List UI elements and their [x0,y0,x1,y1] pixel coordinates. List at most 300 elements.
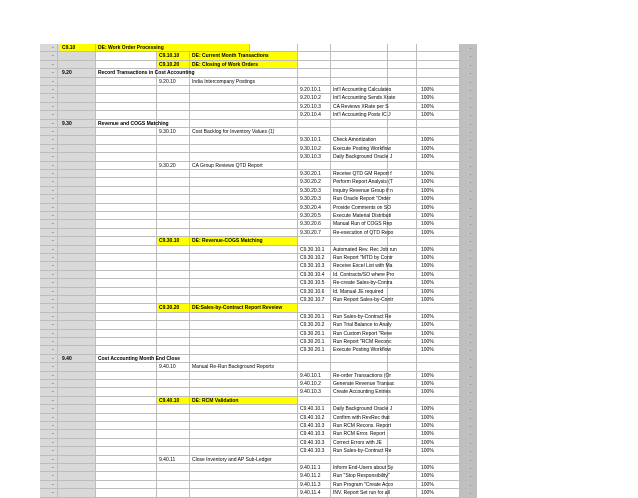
level2-title-cell[interactable] [190,313,298,321]
level3-title-cell[interactable] [331,405,388,413]
level1-code-cell[interactable] [58,52,96,60]
status-cell[interactable] [460,304,477,312]
row-index-cell[interactable] [40,187,58,195]
status-cell[interactable] [460,229,477,237]
level3-code-cell[interactable] [298,153,331,161]
level2-title-cell[interactable] [190,380,298,388]
row-index-cell[interactable] [40,338,58,346]
status-cell[interactable] [460,355,477,363]
level2-code-cell[interactable] [157,187,190,195]
percent-cell[interactable] [417,61,460,69]
percent-cell[interactable] [417,321,460,329]
level2-code-cell[interactable] [157,94,190,102]
level2-code-cell[interactable] [157,346,190,354]
level3-title-cell[interactable] [331,78,388,86]
level3-title-overflow-cell[interactable] [388,162,417,170]
level1-code-cell[interactable] [58,296,96,304]
status-cell[interactable] [460,178,477,186]
percent-cell[interactable] [417,288,460,296]
level3-title-cell[interactable] [331,162,388,170]
percent-cell[interactable] [417,430,460,438]
row-index-cell[interactable] [40,296,58,304]
level2-title-cell[interactable] [190,111,298,119]
level1-code-cell[interactable] [58,111,96,119]
percent-cell[interactable] [417,388,460,396]
level3-title-cell[interactable] [331,94,388,102]
level1-title-cell[interactable] [96,254,157,262]
status-cell[interactable] [460,162,477,170]
level3-title-overflow-cell[interactable] [388,271,417,279]
level3-code-cell[interactable] [298,86,331,94]
level3-title-overflow-cell[interactable] [388,380,417,388]
level2-title-cell[interactable] [190,430,298,438]
percent-cell[interactable] [417,170,460,178]
level2-code-cell[interactable] [157,414,190,422]
level2-title-cell[interactable] [190,145,298,153]
percent-cell[interactable] [417,447,460,455]
status-cell[interactable] [460,212,477,220]
level1-title-cell[interactable] [96,195,157,203]
level1-code-cell[interactable] [58,246,96,254]
level2-code-cell[interactable] [157,363,190,371]
level3-title-cell[interactable] [331,304,388,312]
level2-title-cell[interactable] [190,162,298,170]
row-index-cell[interactable] [40,246,58,254]
status-cell[interactable] [460,220,477,228]
row-index-cell[interactable] [40,262,58,270]
level3-code-cell[interactable] [298,204,331,212]
row-index-cell[interactable] [40,178,58,186]
level3-title-overflow-cell[interactable] [388,237,417,245]
level1-code-cell[interactable] [58,447,96,455]
level2-code-cell[interactable] [157,472,190,480]
level2-title-cell[interactable] [190,346,298,354]
level3-title-cell[interactable] [331,44,388,52]
percent-cell[interactable] [417,380,460,388]
status-cell[interactable] [460,86,477,94]
level1-title-cell[interactable] [96,481,157,489]
level3-code-cell[interactable] [298,187,331,195]
percent-cell[interactable] [417,103,460,111]
level3-title-overflow-cell[interactable] [388,313,417,321]
row-index-cell[interactable] [40,220,58,228]
level3-code-cell[interactable] [298,111,331,119]
level2-code-cell[interactable] [157,372,190,380]
percent-cell[interactable] [417,363,460,371]
level1-code-cell[interactable] [58,456,96,464]
row-index-cell[interactable] [40,86,58,94]
row-index-cell[interactable] [40,254,58,262]
row-index-cell[interactable] [40,229,58,237]
level3-title-cell[interactable] [331,195,388,203]
level2-code-cell[interactable] [157,61,190,69]
level1-code-cell[interactable] [58,321,96,329]
level2-code-cell[interactable] [157,304,190,312]
level2-title-cell[interactable] [190,61,298,69]
level3-title-overflow-cell[interactable] [388,472,417,480]
status-cell[interactable] [460,246,477,254]
level3-code-cell[interactable] [298,380,331,388]
level2-code-cell[interactable] [157,229,190,237]
percent-cell[interactable] [417,195,460,203]
row-index-cell[interactable] [40,103,58,111]
level3-title-cell[interactable] [331,86,388,94]
percent-cell[interactable] [417,330,460,338]
percent-cell[interactable] [417,397,460,405]
level3-code-cell[interactable] [298,94,331,102]
row-index-cell[interactable] [40,120,58,128]
level3-title-cell[interactable] [331,220,388,228]
level3-title-overflow-cell[interactable] [388,153,417,161]
level3-code-cell[interactable] [298,397,331,405]
status-cell[interactable] [460,136,477,144]
level3-code-cell[interactable] [298,405,331,413]
status-cell[interactable] [460,61,477,69]
row-index-cell[interactable] [40,388,58,396]
row-index-cell[interactable] [40,355,58,363]
percent-cell[interactable] [417,178,460,186]
level1-code-cell[interactable] [58,430,96,438]
level2-code-cell[interactable] [157,103,190,111]
level3-title-cell[interactable] [331,439,388,447]
percent-cell[interactable] [417,86,460,94]
row-index-cell[interactable] [40,313,58,321]
level3-title-cell[interactable] [331,380,388,388]
level3-title-overflow-cell[interactable] [388,136,417,144]
level1-title-cell[interactable] [96,262,157,270]
percent-cell[interactable] [417,220,460,228]
level3-title-overflow-cell[interactable] [388,187,417,195]
level3-title-cell[interactable] [331,136,388,144]
percent-cell[interactable] [417,69,460,77]
level1-title-cell[interactable] [96,397,157,405]
level1-title-cell[interactable] [96,162,157,170]
level3-title-overflow-cell[interactable] [388,246,417,254]
percent-cell[interactable] [417,346,460,354]
level3-title-cell[interactable] [331,464,388,472]
status-cell[interactable] [460,271,477,279]
level1-code-cell[interactable] [58,229,96,237]
level2-title-cell[interactable] [190,456,298,464]
level1-code-cell[interactable] [58,61,96,69]
percent-cell[interactable] [417,78,460,86]
percent-cell[interactable] [417,464,460,472]
level2-title-cell[interactable] [190,44,298,52]
level2-title-cell[interactable] [190,372,298,380]
level1-code-cell[interactable] [58,94,96,102]
level3-title-overflow-cell[interactable] [388,178,417,186]
level1-code-cell[interactable] [58,304,96,312]
level1-code-cell[interactable] [58,355,96,363]
status-cell[interactable] [460,397,477,405]
level2-code-cell[interactable] [157,120,190,128]
level1-title-cell[interactable] [96,120,157,128]
level1-title-cell[interactable] [96,78,157,86]
row-index-cell[interactable] [40,489,58,497]
level3-code-cell[interactable] [298,254,331,262]
percent-cell[interactable] [417,94,460,102]
level3-code-cell[interactable] [298,481,331,489]
level1-code-cell[interactable] [58,78,96,86]
percent-cell[interactable] [417,212,460,220]
status-cell[interactable] [460,52,477,60]
row-index-cell[interactable] [40,380,58,388]
status-cell[interactable] [460,78,477,86]
level1-title-cell[interactable] [96,355,157,363]
percent-cell[interactable] [417,111,460,119]
status-cell[interactable] [460,237,477,245]
level2-code-cell[interactable] [157,330,190,338]
status-cell[interactable] [460,296,477,304]
level3-title-overflow-cell[interactable] [388,94,417,102]
level1-code-cell[interactable] [58,481,96,489]
level3-title-cell[interactable] [331,313,388,321]
level3-title-overflow-cell[interactable] [388,44,417,52]
row-index-cell[interactable] [40,271,58,279]
percent-cell[interactable] [417,472,460,480]
level1-code-cell[interactable] [58,372,96,380]
level3-code-cell[interactable] [298,262,331,270]
level3-title-overflow-cell[interactable] [388,288,417,296]
status-cell[interactable] [460,153,477,161]
level1-title-cell[interactable] [96,296,157,304]
level3-title-cell[interactable] [331,414,388,422]
status-cell[interactable] [460,321,477,329]
level3-title-cell[interactable] [331,481,388,489]
level2-code-cell[interactable] [157,212,190,220]
level1-title-cell[interactable] [96,52,157,60]
level2-code-cell[interactable] [157,279,190,287]
percent-cell[interactable] [417,296,460,304]
status-cell[interactable] [460,170,477,178]
percent-cell[interactable] [417,422,460,430]
level3-title-overflow-cell[interactable] [388,355,417,363]
percent-cell[interactable] [417,187,460,195]
level3-code-cell[interactable] [298,52,331,60]
level1-title-cell[interactable] [96,61,157,69]
level3-title-overflow-cell[interactable] [388,279,417,287]
level3-title-cell[interactable] [331,103,388,111]
level1-title-cell[interactable] [96,388,157,396]
status-cell[interactable] [460,120,477,128]
level3-code-cell[interactable] [298,220,331,228]
level1-code-cell[interactable] [58,86,96,94]
level2-code-cell[interactable] [157,262,190,270]
level1-code-cell[interactable] [58,153,96,161]
row-index-cell[interactable] [40,170,58,178]
level3-title-overflow-cell[interactable] [388,120,417,128]
level1-title-cell[interactable] [96,69,157,77]
level3-code-cell[interactable] [298,439,331,447]
status-cell[interactable] [460,422,477,430]
level1-title-cell[interactable] [96,178,157,186]
level3-title-cell[interactable] [331,346,388,354]
level1-title-cell[interactable] [96,414,157,422]
row-index-cell[interactable] [40,346,58,354]
level3-title-overflow-cell[interactable] [388,86,417,94]
level2-code-cell[interactable] [157,111,190,119]
status-cell[interactable] [460,313,477,321]
level1-title-cell[interactable] [96,86,157,94]
percent-cell[interactable] [417,313,460,321]
percent-cell[interactable] [417,162,460,170]
level3-code-cell[interactable] [298,338,331,346]
level2-code-cell[interactable] [157,422,190,430]
row-index-cell[interactable] [40,78,58,86]
level3-code-cell[interactable] [298,69,331,77]
level3-title-overflow-cell[interactable] [388,61,417,69]
level3-title-cell[interactable] [331,489,388,497]
status-cell[interactable] [460,111,477,119]
level1-code-cell[interactable] [58,220,96,228]
percent-cell[interactable] [417,52,460,60]
level3-title-cell[interactable] [331,456,388,464]
level1-code-cell[interactable] [58,212,96,220]
level3-title-cell[interactable] [331,120,388,128]
level3-code-cell[interactable] [298,178,331,186]
level3-title-cell[interactable] [331,271,388,279]
level3-code-cell[interactable] [298,288,331,296]
level3-code-cell[interactable] [298,145,331,153]
level2-title-cell[interactable] [190,229,298,237]
level3-code-cell[interactable] [298,296,331,304]
level2-code-cell[interactable] [157,86,190,94]
level2-title-cell[interactable] [190,78,298,86]
level1-code-cell[interactable] [58,103,96,111]
level1-code-cell[interactable] [58,288,96,296]
level2-title-cell[interactable] [190,363,298,371]
level2-code-cell[interactable] [157,237,190,245]
level1-title-cell[interactable] [96,237,157,245]
row-index-cell[interactable] [40,363,58,371]
level3-title-overflow-cell[interactable] [388,321,417,329]
level2-code-cell[interactable] [157,254,190,262]
level3-title-overflow-cell[interactable] [388,430,417,438]
row-index-cell[interactable] [40,195,58,203]
level3-code-cell[interactable] [298,456,331,464]
level3-title-overflow-cell[interactable] [388,489,417,497]
level1-code-cell[interactable] [58,204,96,212]
row-index-cell[interactable] [40,481,58,489]
level2-title-cell[interactable] [190,489,298,497]
level2-code-cell[interactable] [157,456,190,464]
percent-cell[interactable] [417,254,460,262]
level2-title-cell[interactable] [190,422,298,430]
status-cell[interactable] [460,414,477,422]
level2-title-cell[interactable] [190,178,298,186]
percent-cell[interactable] [417,489,460,497]
row-index-cell[interactable] [40,414,58,422]
row-index-cell[interactable] [40,405,58,413]
percent-cell[interactable] [417,439,460,447]
level3-code-cell[interactable] [298,447,331,455]
level1-code-cell[interactable] [58,271,96,279]
level2-title-cell[interactable] [190,52,298,60]
level1-title-cell[interactable] [96,111,157,119]
percent-cell[interactable] [417,229,460,237]
level2-title-cell[interactable] [190,187,298,195]
level3-title-overflow-cell[interactable] [388,296,417,304]
level1-title-cell[interactable] [96,313,157,321]
level2-code-cell[interactable] [157,338,190,346]
level2-title-cell[interactable] [190,69,298,77]
level3-title-cell[interactable] [331,288,388,296]
row-index-cell[interactable] [40,52,58,60]
level3-title-cell[interactable] [331,237,388,245]
level2-title-cell[interactable] [190,170,298,178]
percent-cell[interactable] [417,246,460,254]
level3-code-cell[interactable] [298,279,331,287]
level3-code-cell[interactable] [298,388,331,396]
level3-title-overflow-cell[interactable] [388,212,417,220]
level2-title-cell[interactable] [190,271,298,279]
level3-title-overflow-cell[interactable] [388,388,417,396]
percent-cell[interactable] [417,456,460,464]
level1-code-cell[interactable] [58,69,96,77]
level3-title-cell[interactable] [331,128,388,136]
level3-title-overflow-cell[interactable] [388,447,417,455]
row-index-cell[interactable] [40,372,58,380]
row-index-cell[interactable] [40,430,58,438]
level1-code-cell[interactable] [58,178,96,186]
level1-title-cell[interactable] [96,204,157,212]
level2-title-cell[interactable] [190,472,298,480]
percent-cell[interactable] [417,338,460,346]
percent-cell[interactable] [417,405,460,413]
level1-code-cell[interactable] [58,187,96,195]
level3-title-cell[interactable] [331,170,388,178]
level1-code-cell[interactable] [58,380,96,388]
level2-title-cell[interactable] [190,103,298,111]
status-cell[interactable] [460,481,477,489]
level1-code-cell[interactable] [58,388,96,396]
level3-code-cell[interactable] [298,355,331,363]
status-cell[interactable] [460,372,477,380]
level2-code-cell[interactable] [157,313,190,321]
row-index-cell[interactable] [40,472,58,480]
level3-title-cell[interactable] [331,422,388,430]
status-cell[interactable] [460,464,477,472]
level3-code-cell[interactable] [298,422,331,430]
status-cell[interactable] [460,338,477,346]
level3-title-overflow-cell[interactable] [388,338,417,346]
level3-code-cell[interactable] [298,237,331,245]
percent-cell[interactable] [417,153,460,161]
level1-title-cell[interactable] [96,128,157,136]
level2-code-cell[interactable] [157,78,190,86]
status-cell[interactable] [460,380,477,388]
level1-title-cell[interactable] [96,246,157,254]
status-cell[interactable] [460,262,477,270]
level2-code-cell[interactable] [157,170,190,178]
row-index-cell[interactable] [40,111,58,119]
row-index-cell[interactable] [40,237,58,245]
level1-code-cell[interactable] [58,464,96,472]
level2-title-cell[interactable] [190,279,298,287]
level1-title-cell[interactable] [96,363,157,371]
level3-code-cell[interactable] [298,246,331,254]
row-index-cell[interactable] [40,212,58,220]
level1-code-cell[interactable] [58,422,96,430]
level3-title-overflow-cell[interactable] [388,229,417,237]
level3-title-cell[interactable] [331,372,388,380]
level1-title-cell[interactable] [96,304,157,312]
percent-cell[interactable] [417,128,460,136]
level3-code-cell[interactable] [298,363,331,371]
level1-code-cell[interactable] [58,162,96,170]
level2-code-cell[interactable] [157,178,190,186]
level1-title-cell[interactable] [96,271,157,279]
